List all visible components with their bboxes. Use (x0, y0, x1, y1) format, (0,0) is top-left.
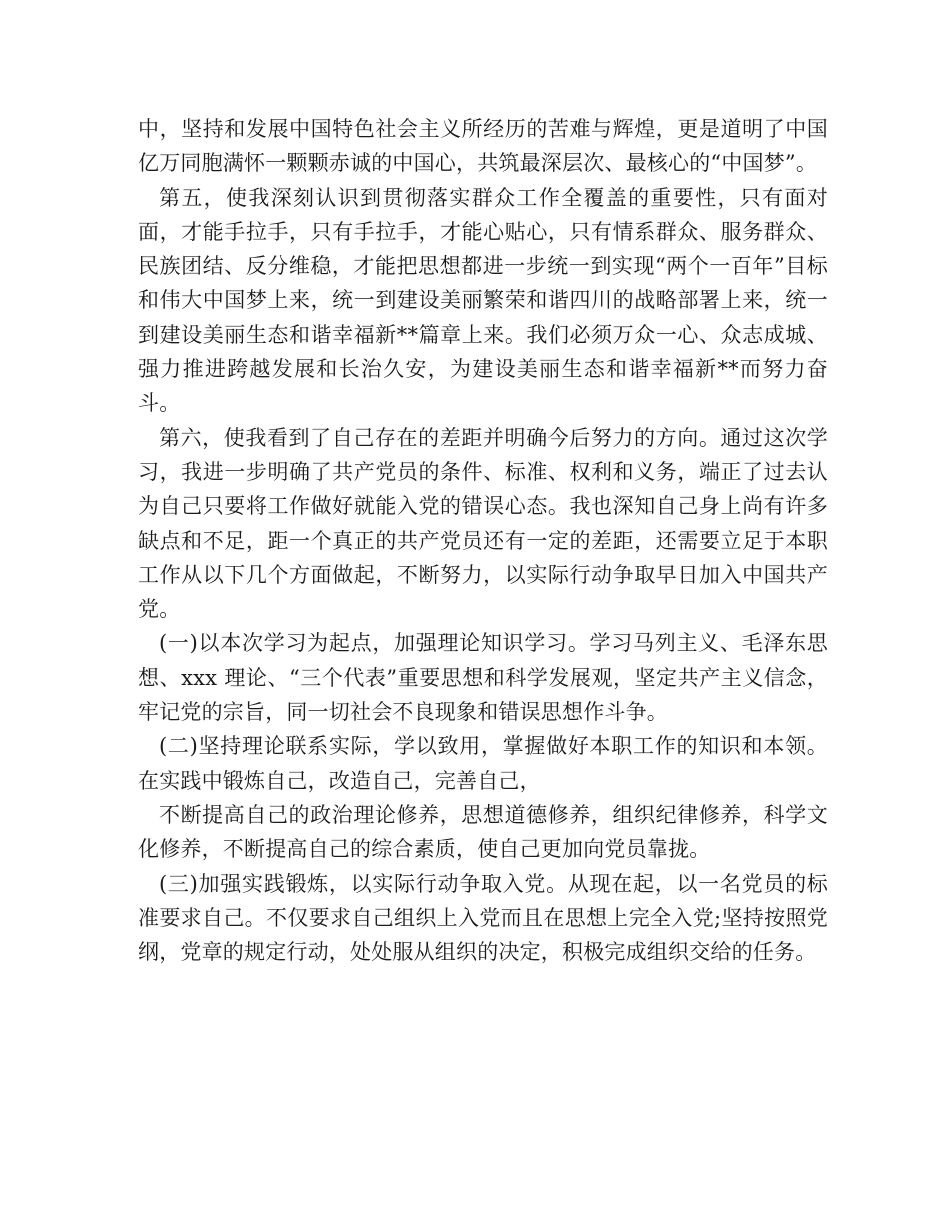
paragraph-item-two-continued: 不断提高自己的政治理论修养，思想道德修养，组织纪律修养，科学文化修养，不断提高自己的综合素质，使自己更加向党员靠拢。 (138, 802, 828, 862)
document-body (138, 112, 828, 969)
paragraph-item-one: (一)以本次学习为起点，加强理论知识学习。学习马列主义、毛泽东思想、xxx 理论、“三个代表”重要思想和科学发展观，坚定共产主义信念，牢记党的宗旨，同一切社会不良现象和错误思想作斗争。 (138, 631, 828, 725)
paragraph-sixth-point: 第六，使我看到了自己存在的差距并明确今后努力的方向。通过这次学习，我进一步明确了共产党员的条件、标准、权利和义务，端正了过去认为自己只要将工作做好就能入党的错误心态。我也深知自己身上尚有许多缺点和不足，距一个真正的共产党员还有一定的差距，还需要立足于本职工作从以下几个方面做起，不断努力，以实际行动争取早日加入中国共产党。 (138, 425, 828, 622)
paragraph-continuation: 中，坚持和发展中国特色社会主义所经历的苦难与辉煌，更是道明了中国亿万同胞满怀一颗颗赤诚的中国心，共筑最深层次、最核心的“中国梦”。 (138, 117, 828, 176)
paragraph-item-two: (二)坚持理论联系实际，学以致用，掌握做好本职工作的知识和本领。在实践中锻炼自己，改造自己，完善自己， (138, 734, 828, 793)
paragraph-item-three: (三)加强实践锻炼，以实际行动争取入党。从现在起，以一名党员的标准要求自己。不仅要求自己组织上入党而且在思想上完全入党;坚持按照党纲，党章的规定行动，处处服从组织的决定，积极完成组织交给的任务。 (138, 871, 828, 965)
paragraph-fifth-point: 第五，使我深刻认识到贯彻落实群众工作全覆盖的重要性，只有面对面，才能手拉手，只有手拉手，才能心贴心，只有情系群众、服务群众、民族团结、反分维稳，才能把思想都进一步统一到实现“两个一百年”目标和伟大中国梦上来，统一到建设美丽繁荣和谐四川的战略部署上来，统一到建设美丽生态和谐幸福新**篇章上来。我们必须万众一心、众志成城、强力推进跨越发展和长治久安，为建设美丽生态和谐幸福新**而努力奋斗。 (138, 185, 828, 416)
